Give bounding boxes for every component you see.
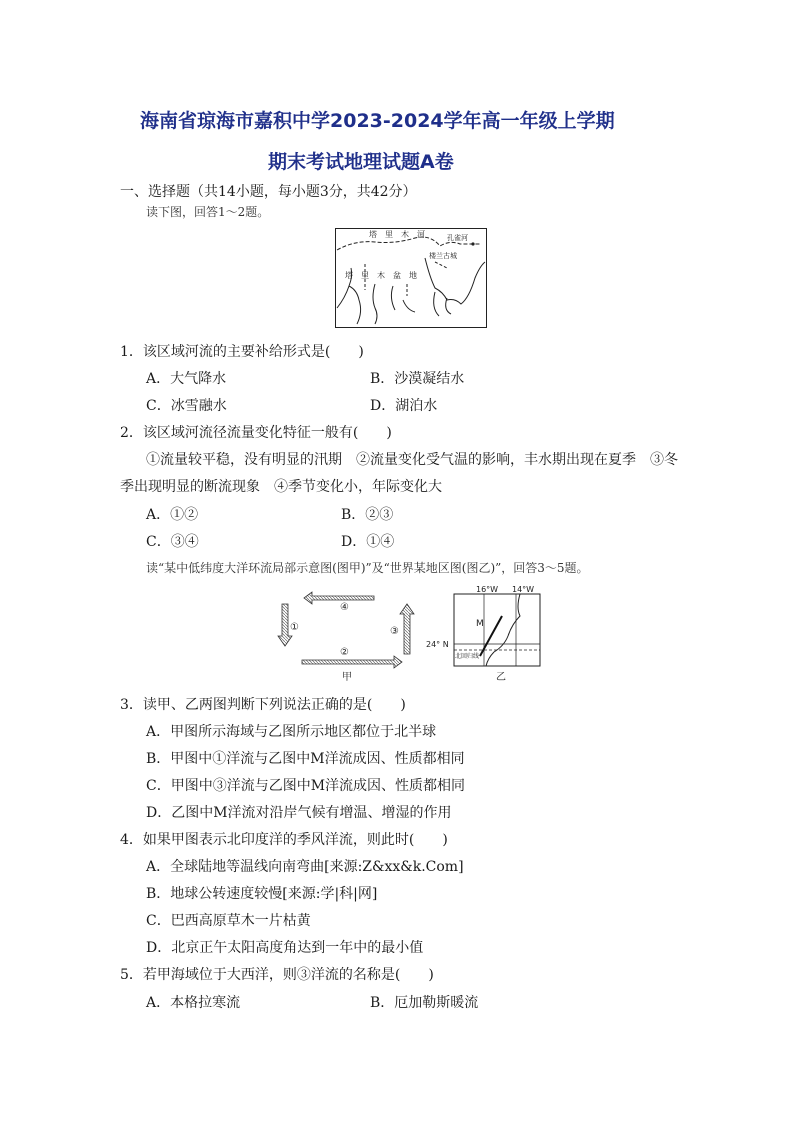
instruction-q3-5: 读“某中低纬度大洋环流局部示意图(图甲)”及“世界某地区图(图乙)”，回答3～5题。: [146, 561, 589, 575]
question-2-stem: 2．该区域河流径流量变化特征一般有( ): [120, 425, 392, 441]
current-2-arrow: [302, 656, 402, 668]
q2-option-a: A．①②: [146, 507, 199, 523]
loulan-label: 楼兰古城: [429, 252, 457, 260]
q3-option-d: D．乙图中M洋流对沿岸气候有增温、增湿的作用: [146, 805, 452, 821]
instruction-q1-2: 读下图，回答1～2题。: [146, 205, 270, 219]
q4-option-d: D．北京正午太阳高度角达到一年中的最小值: [146, 940, 424, 956]
lon-14w-label: 14°W: [512, 585, 535, 594]
q3-option-c: C．甲图中③洋流与乙图中M洋流成因、性质都相同: [146, 778, 466, 794]
question-5-stem: 5．若甲海域位于大西洋，则③洋流的名称是( ): [120, 967, 434, 983]
q2-option-c: C．③④: [146, 534, 199, 550]
q4-option-b: B．地球公转速度较慢[来源:学|科|网]: [146, 886, 378, 902]
label-current-3: ③: [390, 626, 399, 637]
q5-option-b: B．厄加勒斯暖流: [370, 995, 479, 1011]
question-1-stem: 1．该区域河流的主要补给形式是( ): [120, 344, 364, 360]
lon-16w-label: 16°W: [476, 585, 499, 594]
section-heading: 一、选择题（共14小题，每小题3分，共42分）: [120, 184, 417, 200]
document-title-line2: 期末考试地理试题A卷: [268, 151, 454, 173]
q1-option-a: A．大气降水: [146, 371, 227, 387]
q4-option-a: A．全球陆地等温线向南弯曲[来源:Z&xx&k.Com]: [146, 859, 464, 875]
peacock-river-label: 孔雀河: [447, 234, 468, 242]
basin-label: 塔 里 木 盆 地: [345, 271, 417, 280]
q3-option-b: B．甲图中①洋流与乙图中M洋流成因、性质都相同: [146, 751, 465, 767]
figure-yi-region-map: [424, 584, 546, 684]
tropic-label: 北回归线: [455, 653, 480, 660]
label-current-4: ④: [340, 602, 349, 613]
tarim-river-label: 塔 里 木 河: [369, 230, 425, 239]
label-current-1: ①: [290, 622, 299, 633]
q3-option-a: A．甲图所示海域与乙图所示地区都位于北半球: [146, 724, 437, 740]
question-2-desc-line1: ①流量较平稳，没有明显的汛期 ②流量变化受气温的影响，丰水期出现在夏季 ③冬: [146, 452, 678, 468]
question-2-desc-line2: 季出现明显的断流现象 ④季节变化小，年际变化大: [120, 479, 442, 495]
figure-jia-circulation: [276, 588, 420, 683]
figure-yi-caption: 乙: [496, 672, 506, 683]
q5-option-a: A．本格拉寒流: [146, 995, 241, 1011]
lat-24n-label: 24° N: [426, 640, 449, 649]
tarim-basin-map: [335, 228, 487, 328]
figure-jia-caption: 甲: [342, 672, 352, 683]
q1-option-b: B．沙漠凝结水: [370, 371, 465, 387]
current-m-label: M: [476, 619, 484, 629]
document-title-line1: 海南省琼海市嘉积中学2023-2024学年高一年级上学期: [140, 110, 615, 132]
q4-option-c: C．巴西高原草木一片枯黄: [146, 913, 311, 929]
current-3-arrow: [400, 604, 414, 654]
q2-option-b: B．②③: [341, 507, 394, 523]
label-current-2: ②: [340, 647, 349, 658]
q1-option-d: D．湖泊水: [370, 398, 438, 414]
question-4-stem: 4．如果甲图表示北印度洋的季风洋流，则此时( ): [120, 832, 448, 848]
current-4-arrow: [304, 592, 374, 604]
q1-option-c: C．冰雪融水: [146, 398, 227, 414]
q2-option-d: D．①④: [341, 534, 395, 550]
question-3-stem: 3．读甲、乙两图判断下列说法正确的是( ): [120, 697, 406, 713]
